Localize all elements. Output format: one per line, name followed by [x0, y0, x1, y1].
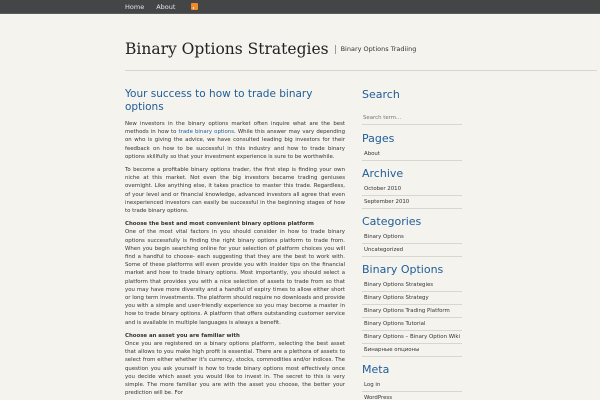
- list-item: [362, 305, 462, 318]
- section-heading: Choose an asset you are familiar with: [125, 332, 240, 339]
- category-link[interactable]: Binary Options: [364, 234, 404, 240]
- top-navigation: [0, 0, 600, 14]
- category-link[interactable]: Uncategorized: [364, 247, 404, 253]
- paragraph-text: One of the most vital factors in you should consider in how to trade binary options successfully is finding the right binary options platform to trade from. When you begin searching online for your selection of platform choices you will find a handful to choose- each suggesting that they are the best to work with. Some of these platforms will even provide you with insider tips on the financial market and how to trade binary options. Most importantly, you should select a platform that provides you with a nice selection of assets to trade from so that you may have more diversity and a handful of expiry times to allow either short or long term investments. The platform should require no downloads and provide you with a simple and user-friendly experience so you may become a master in how to trade binary options. A platform that offers outstanding customer service and is available in multiple languages is always a benefit.: [125, 229, 345, 326]
- list-item: [362, 292, 462, 305]
- post-paragraph: [125, 332, 345, 398]
- list-item: [362, 318, 462, 331]
- site-tagline: Binary Options Tradiing: [335, 45, 417, 54]
- post-paragraph: To become a profitable binary options trader, the first step is finding your own niche at this market. Not even the big investors became trading geniuses overnight. Like anything else, it takes practice to master this trade. Regardless, of your level and or financial knowledge, advanced investors all agree that even inexperienced investors can easily be successful in the beginning stages of how to trade binary options.: [125, 167, 345, 215]
- search-input[interactable]: [362, 114, 462, 125]
- list-item: [362, 331, 462, 344]
- list-item: [362, 183, 462, 196]
- site-header: [125, 40, 475, 58]
- post-paragraph: [125, 120, 345, 161]
- list-item: [362, 344, 462, 357]
- archive-link[interactable]: September 2010: [364, 199, 410, 205]
- categories-heading: Categories: [362, 215, 422, 228]
- binary-link[interactable]: Binary Options Strategies: [364, 282, 434, 288]
- list-item: [362, 244, 462, 257]
- login-link[interactable]: Log in: [364, 382, 381, 388]
- paragraph-text: . While this answer may vary depending on who is giving the advice, we have consulted leading big investors for their feedback on how to be successful in this industry and how to trade binary options skillfully so that your investment experience is sure to be worthwhile.: [125, 129, 346, 160]
- trade-binary-options-link[interactable]: trade binary options: [178, 129, 234, 136]
- binary-link[interactable]: Бинарные опционы: [364, 347, 420, 353]
- binary-link[interactable]: Binary Options Strategy: [364, 295, 429, 301]
- site-title[interactable]: Binary Options Strategies: [125, 40, 329, 58]
- list-item: [362, 231, 462, 244]
- list-item: [362, 392, 462, 400]
- post-content: [125, 88, 345, 400]
- list-item: [362, 379, 462, 392]
- header-divider: [125, 70, 597, 71]
- page-link-about[interactable]: About: [364, 151, 380, 157]
- binary-link[interactable]: Binary Options Trading Platform: [364, 308, 450, 314]
- list-item: [362, 279, 462, 292]
- section-heading: Choose the best and most convenient binary options platform: [125, 221, 314, 228]
- pages-list: [362, 148, 462, 161]
- post-title[interactable]: Your success to how to trade binary options: [125, 88, 313, 113]
- search-heading: Search: [362, 88, 400, 101]
- archive-link[interactable]: October 2010: [364, 186, 402, 192]
- pages-heading: Pages: [362, 132, 395, 145]
- paragraph-text: New investors in the binary options market often inquire what are the best methods in how to: [125, 121, 345, 136]
- binary-link[interactable]: Binary Options Tutorial: [364, 321, 426, 327]
- wordpress-link[interactable]: WordPress: [364, 395, 393, 400]
- list-item: [362, 196, 462, 209]
- paragraph-text: Once you are registered on a binary options platform, selecting the best asset that allows to you make high profit is essential. There are a plethora of assets to select from either whether it's currency, stocks, commodities and/or indices. The question you ask yourself is how to trade binary options most effectively once you decide which asset you would like to invest in. The secret to this is very simple. The more familiar you are with the asset you choose, the better your prediction will be. For: [125, 341, 345, 397]
- sidebar: [362, 88, 462, 400]
- rss-icon[interactable]: [191, 3, 198, 10]
- meta-list: [362, 379, 462, 400]
- nav-home-link[interactable]: Home: [125, 2, 145, 11]
- binary-link[interactable]: Binary Options – Binary Option Wiki: [364, 334, 461, 340]
- archive-list: [362, 183, 462, 209]
- post-paragraph: [125, 220, 345, 327]
- list-item: [362, 148, 462, 161]
- categories-list: [362, 231, 462, 257]
- archive-heading: Archive: [362, 167, 404, 180]
- meta-heading: Meta: [362, 363, 390, 376]
- nav-about-link[interactable]: About: [156, 2, 176, 11]
- binary-options-list: [362, 279, 462, 357]
- binary-options-heading: Binary Options: [362, 263, 444, 276]
